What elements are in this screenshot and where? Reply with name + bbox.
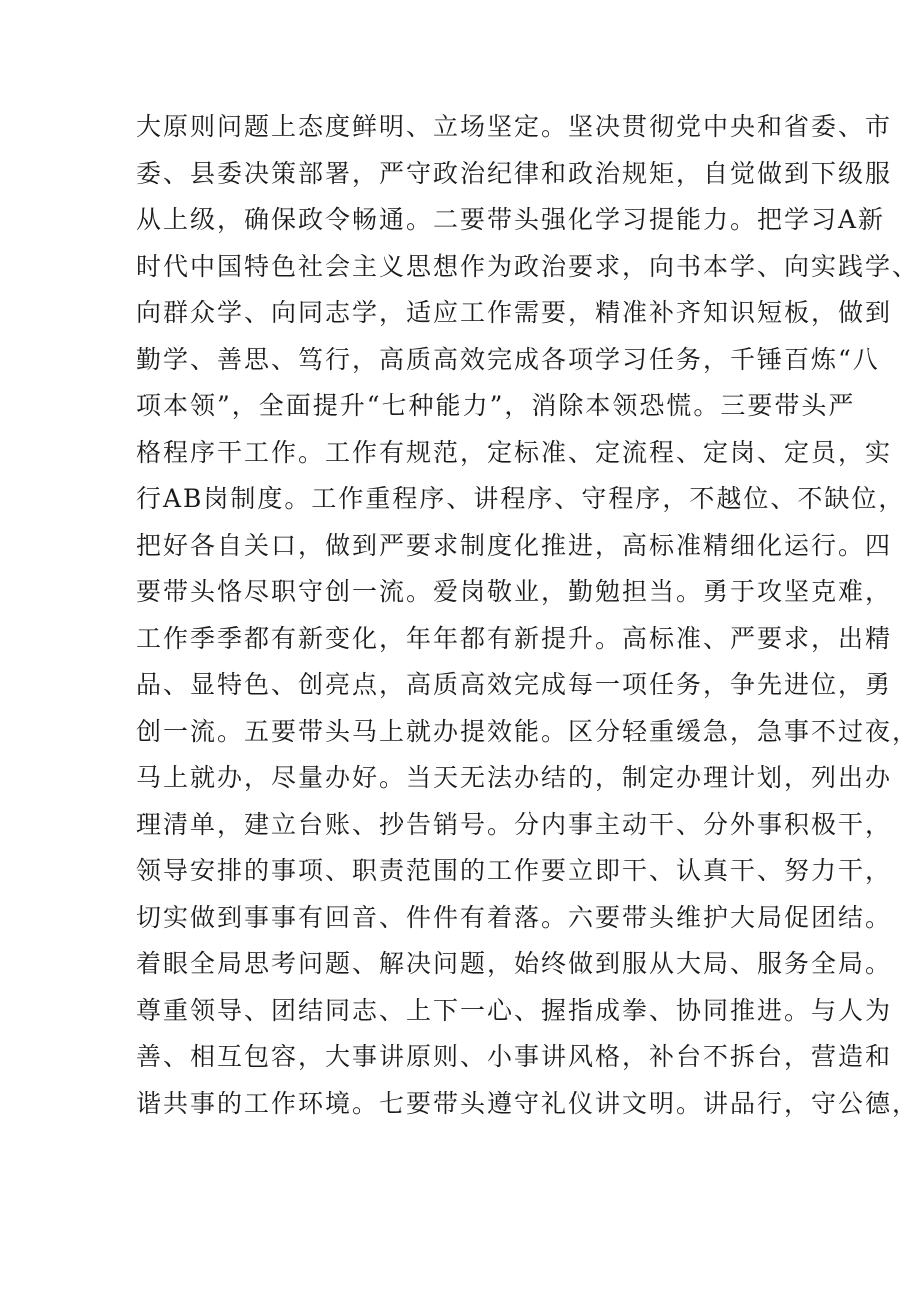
text-line-22: 谐共事的工作环境。七要带头遵守礼仪讲文明。讲品行，守公德，: [136, 1088, 920, 1118]
text-line-16: 理清单，建立台账、抄告销号。分内事主动干、分外事积极干，: [136, 809, 893, 839]
text-line-18: 切实做到事事有回音、件件有着落。六要带头维护大局促团结。: [136, 902, 893, 932]
text-line-11: 要带头恪尽职守创一流。爱岗敬业，勤勉担当。勇于攻坚克难，: [136, 577, 893, 606]
text-line-6: 勤学、善思、笃行，高质高效完成各项学习任务，千锤百炼“八: [136, 344, 880, 374]
text-line-4: 时代中国特色社会主义思想作为政治要求，向书本学、向实践学、: [136, 251, 920, 281]
text-line-5: 向群众学、向同志学，适应工作需要，精准补齐知识短板，做到: [136, 298, 893, 327]
body-text: [136, 104, 920, 1127]
text-line-10: 把好各自关口，做到严要求制度化推进，高标准精细化运行。四: [136, 530, 893, 560]
text-line-9: 行AB岗制度。工作重程序、讲程序、守程序，不越位、不缺位，: [136, 484, 906, 513]
text-line-3: 从上级，确保政令畅通。二要带头强化学习提能力。把学习A新: [136, 205, 886, 234]
text-line-1: 大原则问题上态度鲜明、立场坚定。坚决贯彻党中央和省委、市: [136, 112, 893, 141]
text-line-13: 品、显特色、创亮点，高质高效完成每一项任务，争先进位，勇: [136, 670, 893, 699]
text-line-12: 工作季季都有新变化，年年都有新提升。高标准、严要求，出精: [136, 623, 893, 653]
text-line-21: 善、相互包容，大事讲原则、小事讲风格，补台不拆台，营造和: [136, 1042, 893, 1071]
text-line-17: 领导安排的事项、职责范围的工作要立即干、认真干、努力干，: [136, 856, 893, 885]
text-line-19: 着眼全局思考问题、解决问题，始终做到服从大局、服务全局。: [136, 949, 893, 978]
text-line-15: 马上就办，尽量办好。当天无法办结的，制定办理计划，列出办: [136, 763, 893, 792]
text-line-7: 项本领”，全面提升“七种能力”，消除本领恐慌。三要带头严: [136, 391, 856, 420]
text-line-14: 创一流。五要带头马上就办提效能。区分轻重缓急，急事不过夜，: [136, 716, 920, 746]
text-line-20: 尊重领导、团结同志、上下一心、握指成拳、协同推进。与人为: [136, 995, 893, 1025]
text-line-8: 格程序干工作。工作有规范，定标准、定流程、定岗、定员，实: [136, 437, 893, 467]
text-line-2: 委、县委决策部署，严守政治纪律和政治规矩，自觉做到下级服: [136, 158, 893, 188]
